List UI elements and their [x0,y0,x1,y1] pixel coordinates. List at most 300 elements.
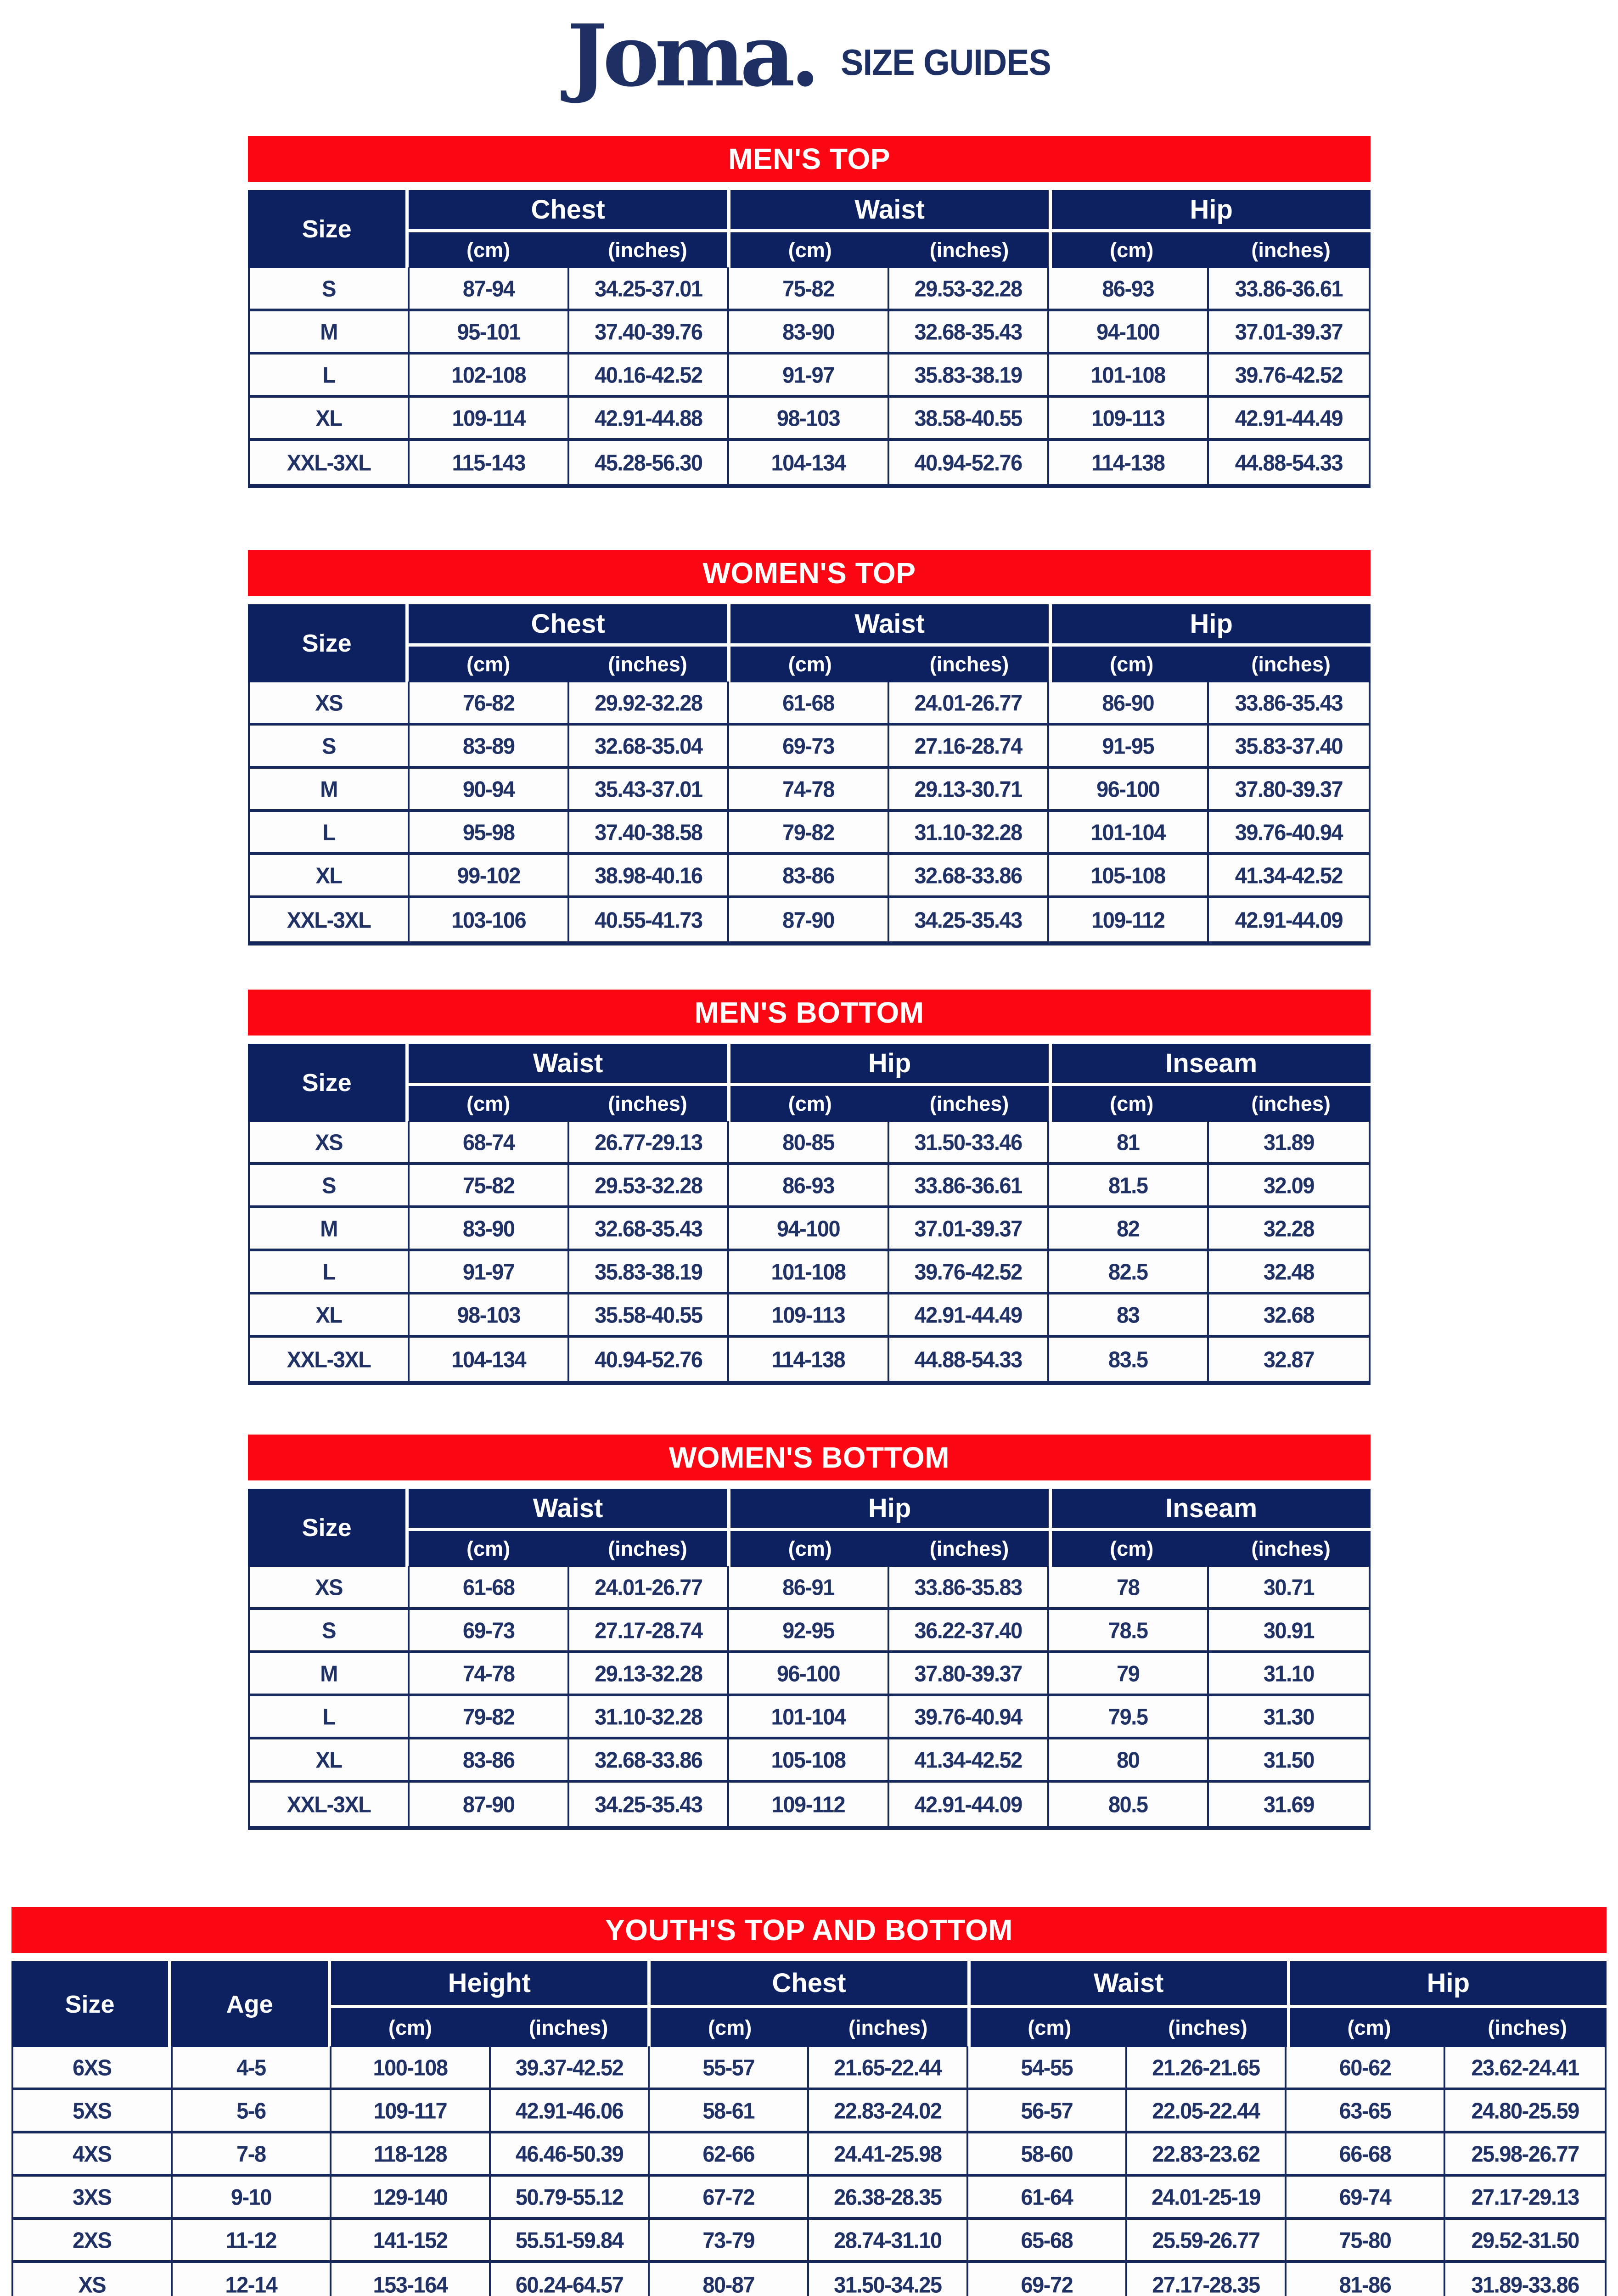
value-cell: 90-94 [410,768,569,810]
value-cell: 31.30 [1263,1704,1314,1729]
value-cell: 103-106 [410,897,569,942]
value-cell: 29.92-32.28 [569,681,729,724]
value-cell: 83-90 [410,1207,569,1249]
value-cell: 109-112 [1049,897,1209,942]
unit-cm-label: (cm) [1110,1537,1154,1560]
value-cell: 30.91 [1263,1617,1314,1643]
unit-subheader [409,1086,727,1122]
value-cell: 78 [1049,1566,1209,1608]
value-cell: 32.68 [1263,1302,1314,1328]
table-row [250,812,1369,855]
table-row [13,2133,1605,2177]
measure-group-header: Waist [730,604,1049,643]
value-cell: 94-100 [729,1207,889,1249]
measure-group-header: Waist [730,190,1049,229]
unit-subheader [1052,232,1371,268]
size-cell: XS [250,1566,410,1608]
size-cell: L [250,354,410,396]
value-cell: 31.10 [1263,1660,1314,1686]
value-cell: 141-152 [331,2219,491,2261]
value-cell: 80-87 [650,2262,809,2296]
table-row [250,682,1369,726]
value-cell: 24.01-26.77 [569,1566,729,1608]
page-title: SIZE GUIDES [841,41,1051,83]
value-cell: 74-78 [729,768,889,810]
value-cell: 115-143 [410,440,569,485]
value-cell: 76-82 [410,681,569,724]
size-cell: 5XS [13,2089,173,2132]
table-header [248,1044,1371,1122]
table-row [250,1338,1369,1381]
value-cell: 31.10-32.28 [889,811,1049,853]
table-row [250,898,1369,941]
value-cell: 34.25-35.43 [569,1782,729,1827]
table-body [248,1122,1371,1385]
value-cell: 40.94-52.76 [569,1337,729,1382]
value-cell: 91-95 [1049,725,1209,767]
value-cell: 41.34-42.52 [889,1739,1049,1781]
unit-subheader [1052,1531,1371,1567]
value-cell: 41.34-42.52 [1235,862,1343,888]
unit-inches-label: (inches) [929,1537,1009,1560]
unit-subheader [730,1086,1049,1122]
size-cell: XXL-3XL [250,897,410,942]
value-cell: 33.86-36.61 [889,1164,1049,1206]
value-cell: 79-82 [410,1695,569,1738]
value-cell: 60-62 [1287,2046,1446,2088]
size-column-header: Size [248,190,405,268]
unit-inches-label: (inches) [1168,2015,1247,2039]
value-cell: 92-95 [729,1609,889,1651]
value-cell: 21.26-21.65 [1127,2046,1287,2088]
value-cell: 35.83-37.40 [1235,733,1343,759]
value-cell: 83 [1049,1294,1209,1336]
size-cell: 4XS [13,2133,173,2175]
value-cell: 54-55 [968,2046,1128,2088]
unit-subheader [730,1531,1049,1567]
size-cell: M [250,768,410,810]
value-cell: 109-113 [729,1294,889,1336]
table-title: WOMEN'S TOP [248,550,1371,596]
value-cell: 29.13-32.28 [569,1652,729,1694]
unit-inches-label: (inches) [608,1092,687,1115]
table-row [250,1208,1369,1251]
value-cell: 42.91-44.88 [569,397,729,439]
size-column-header: Size [248,1489,405,1567]
age-cell: 4-5 [173,2046,332,2088]
value-cell: 87-94 [410,267,569,310]
age-cell: 7-8 [173,2133,332,2175]
value-cell: 25.98-26.77 [1471,2141,1579,2167]
unit-subheader [971,2008,1287,2047]
measure-group-header: Height [331,1961,647,2005]
value-cell: 32.68-33.86 [889,854,1049,896]
value-cell: 32.68-33.86 [569,1739,729,1781]
value-cell: 40.94-52.76 [889,440,1049,485]
unit-cm-label: (cm) [708,2015,752,2039]
unit-subheader [409,232,727,268]
table-mens-top [248,136,1371,488]
table-header [248,1489,1371,1567]
value-cell: 58-60 [968,2133,1128,2175]
value-cell: 81 [1049,1121,1209,1163]
size-cell: S [250,1164,410,1206]
measure-group-header: Waist [409,1044,727,1083]
measure-group-header: Chest [651,1961,967,2005]
value-cell: 31.89 [1263,1129,1314,1155]
unit-inches-label: (inches) [608,1537,687,1560]
value-cell: 86-90 [1049,681,1209,724]
value-cell: 67-72 [650,2176,809,2218]
value-cell: 37.40-39.76 [569,310,729,353]
table-womens-top [248,550,1371,945]
joma-logo: Joma. [567,5,816,106]
value-cell: 82.5 [1049,1250,1209,1293]
value-cell: 42.91-44.49 [889,1294,1049,1336]
unit-cm-label: (cm) [388,2015,432,2039]
unit-inches-label: (inches) [929,1092,1009,1115]
value-cell: 109-117 [331,2089,491,2132]
value-cell: 60.24-64.57 [491,2262,650,2296]
value-cell: 69-73 [410,1609,569,1651]
table-title: WOMEN'S BOTTOM [248,1435,1371,1480]
unit-subheader [1052,647,1371,682]
value-cell: 45.28-56.30 [569,440,729,485]
value-cell: 22.83-24.02 [809,2089,968,2132]
value-cell: 109-114 [410,397,569,439]
value-cell: 44.88-54.33 [889,1337,1049,1382]
value-cell: 86-91 [729,1566,889,1608]
value-cell: 118-128 [331,2133,491,2175]
value-cell: 33.86-35.83 [889,1566,1049,1608]
size-cell: S [250,267,410,310]
value-cell: 91-97 [410,1250,569,1293]
value-cell: 61-68 [410,1566,569,1608]
table-row [250,1251,1369,1294]
value-cell: 22.83-23.62 [1127,2133,1287,2175]
measure-group-header: Hip [730,1489,1049,1528]
size-cell: M [250,310,410,353]
table-row [250,311,1369,355]
value-cell: 31.69 [1263,1791,1314,1817]
value-cell: 37.80-39.37 [1235,776,1343,802]
value-cell: 31.89-33.86 [1471,2272,1579,2296]
value-cell: 114-138 [1049,440,1209,485]
value-cell: 96-100 [1049,768,1209,810]
unit-cm-label: (cm) [466,653,511,676]
value-cell: 83-90 [729,310,889,353]
unit-cm-label: (cm) [466,1537,511,1560]
table-row [250,726,1369,769]
table-header [11,1961,1607,2047]
unit-subheader [1290,2008,1607,2047]
unit-inches-label: (inches) [1251,238,1331,262]
value-cell: 32.48 [1263,1259,1314,1284]
value-cell: 27.17-28.35 [1127,2262,1287,2296]
value-cell: 32.68-35.04 [569,725,729,767]
unit-subheader [730,647,1049,682]
table-row [250,1610,1369,1653]
value-cell: 37.01-39.37 [1235,319,1343,344]
value-cell: 39.76-40.94 [889,1695,1049,1738]
size-column-header: Size [248,1044,405,1122]
value-cell: 105-108 [729,1739,889,1781]
value-cell: 32.09 [1263,1172,1314,1198]
size-cell: S [250,1609,410,1651]
age-column-header: Age [171,1961,328,2047]
value-cell: 91-97 [729,354,889,396]
measure-group-header: Chest [409,190,727,229]
value-cell: 56-57 [968,2089,1128,2132]
value-cell: 42.91-44.49 [1235,405,1343,431]
size-cell: XL [250,397,410,439]
table-row [250,1696,1369,1739]
value-cell: 75-82 [729,267,889,310]
size-cell: XL [250,1294,410,1336]
unit-subheader [1052,1086,1371,1122]
table-row [13,2177,1605,2220]
value-cell: 105-108 [1049,854,1209,896]
age-cell: 5-6 [173,2089,332,2132]
value-cell: 55.51-59.84 [491,2219,650,2261]
value-cell: 39.76-42.52 [889,1250,1049,1293]
value-cell: 104-134 [729,440,889,485]
value-cell: 32.28 [1263,1216,1314,1241]
value-cell: 22.05-22.44 [1127,2089,1287,2132]
table-header [248,190,1371,268]
value-cell: 80.5 [1049,1782,1209,1827]
value-cell: 73-79 [650,2219,809,2261]
value-cell: 24.01-25-19 [1127,2176,1287,2218]
value-cell: 27.17-29.13 [1471,2184,1579,2210]
table-row [250,1739,1369,1783]
size-cell: M [250,1652,410,1694]
unit-subheader [730,232,1049,268]
value-cell: 35.83-38.19 [569,1250,729,1293]
value-cell: 69-74 [1287,2176,1446,2218]
value-cell: 68-74 [410,1121,569,1163]
measure-group-header: Inseam [1052,1044,1371,1083]
value-cell: 31.50-34.25 [809,2262,968,2296]
age-cell: 9-10 [173,2176,332,2218]
table-youth-top-and-bottom [11,1907,1607,2296]
table-header [248,604,1371,682]
value-cell: 100-108 [331,2046,491,2088]
value-cell: 99-102 [410,854,569,896]
unit-cm-label: (cm) [1110,653,1154,676]
unit-cm-label: (cm) [1028,2015,1072,2039]
unit-inches-label: (inches) [929,238,1009,262]
value-cell: 61-68 [729,681,889,724]
unit-inches-label: (inches) [608,238,687,262]
table-title: MEN'S BOTTOM [248,990,1371,1035]
size-cell: 2XS [13,2219,173,2261]
size-cell: XS [250,1121,410,1163]
value-cell: 83-86 [729,854,889,896]
value-cell: 40.16-42.52 [569,354,729,396]
value-cell: 74-78 [410,1652,569,1694]
measure-group-header: Hip [1290,1961,1607,2005]
table-row [250,1653,1369,1696]
value-cell: 39.37-42.52 [491,2046,650,2088]
value-cell: 27.17-28.74 [569,1609,729,1651]
age-cell: 12-14 [173,2262,332,2296]
value-cell: 39.76-40.94 [1235,819,1343,845]
table-title: MEN'S TOP [248,136,1371,182]
size-column-header: Size [248,604,405,682]
value-cell: 75-80 [1287,2219,1446,2261]
value-cell: 29.53-32.28 [569,1164,729,1206]
value-cell: 29.52-31.50 [1471,2227,1579,2253]
value-cell: 24.80-25.59 [1471,2098,1579,2123]
value-cell: 96-100 [729,1652,889,1694]
value-cell: 63-65 [1287,2089,1446,2132]
size-cell: M [250,1207,410,1249]
measure-group-header: Hip [1052,190,1371,229]
table-row [250,441,1369,484]
value-cell: 129-140 [331,2176,491,2218]
size-cell: 6XS [13,2046,173,2088]
value-cell: 36.22-37.40 [889,1609,1049,1651]
value-cell: 104-134 [410,1337,569,1382]
value-cell: 79.5 [1049,1695,1209,1738]
unit-inches-label: (inches) [848,2015,928,2039]
measure-group-header: Hip [730,1044,1049,1083]
value-cell: 58-61 [650,2089,809,2132]
size-cell: XXL-3XL [250,440,410,485]
unit-inches-label: (inches) [1251,1092,1331,1115]
value-cell: 98-103 [410,1294,569,1336]
unit-subheader [409,1531,727,1567]
value-cell: 34.25-35.43 [889,897,1049,942]
value-cell: 30.71 [1263,1574,1314,1600]
value-cell: 21.65-22.44 [809,2046,968,2088]
value-cell: 23.62-24.41 [1471,2054,1579,2080]
value-cell: 101-108 [729,1250,889,1293]
value-cell: 31.50-33.46 [889,1121,1049,1163]
table-row [250,855,1369,898]
value-cell: 65-68 [968,2219,1128,2261]
size-cell: XL [250,1739,410,1781]
value-cell: 27.16-28.74 [889,725,1049,767]
value-cell: 29.13-30.71 [889,768,1049,810]
value-cell: 24.41-25.98 [809,2133,968,2175]
value-cell: 83-89 [410,725,569,767]
table-row [250,1165,1369,1208]
value-cell: 79-82 [729,811,889,853]
value-cell: 87-90 [729,897,889,942]
value-cell: 75-82 [410,1164,569,1206]
value-cell: 83-86 [410,1739,569,1781]
table-body [248,682,1371,945]
size-cell: S [250,725,410,767]
measure-group-header: Waist [971,1961,1287,2005]
unit-inches-label: (inches) [608,653,687,676]
measure-group-header: Waist [409,1489,727,1528]
value-cell: 81.5 [1049,1164,1209,1206]
table-row [13,2090,1605,2133]
value-cell: 69-73 [729,725,889,767]
value-cell: 101-104 [1049,811,1209,853]
table-row [250,398,1369,441]
unit-cm-label: (cm) [788,1092,832,1115]
value-cell: 95-101 [410,310,569,353]
value-cell: 42.91-46.06 [491,2089,650,2132]
table-body [248,268,1371,488]
value-cell: 50.79-55.12 [491,2176,650,2218]
value-cell: 62-66 [650,2133,809,2175]
table-body [248,1567,1371,1830]
value-cell: 46.46-50.39 [491,2133,650,2175]
value-cell: 28.74-31.10 [809,2219,968,2261]
value-cell: 29.53-32.28 [889,267,1049,310]
table-title: YOUTH'S TOP AND BOTTOM [11,1907,1607,1953]
value-cell: 24.01-26.77 [889,681,1049,724]
value-cell: 26.77-29.13 [569,1121,729,1163]
table-row [250,1783,1369,1826]
value-cell: 102-108 [410,354,569,396]
unit-cm-label: (cm) [1110,238,1154,262]
table-row [250,1122,1369,1165]
value-cell: 35.58-40.55 [569,1294,729,1336]
value-cell: 80-85 [729,1121,889,1163]
value-cell: 37.01-39.37 [889,1207,1049,1249]
unit-cm-label: (cm) [788,238,832,262]
table-row [250,1294,1369,1338]
value-cell: 153-164 [331,2262,491,2296]
table-row [250,769,1369,812]
unit-inches-label: (inches) [1251,1537,1331,1560]
value-cell: 66-68 [1287,2133,1446,2175]
value-cell: 69-72 [968,2262,1128,2296]
value-cell: 94-100 [1049,310,1209,353]
value-cell: 35.83-38.19 [889,354,1049,396]
value-cell: 42.91-44.09 [1235,907,1343,933]
table-row [13,2220,1605,2263]
table-row [13,2047,1605,2090]
value-cell: 26.38-28.35 [809,2176,968,2218]
size-cell: XL [250,854,410,896]
size-cell: L [250,1695,410,1738]
value-cell: 98-103 [729,397,889,439]
value-cell: 86-93 [1049,267,1209,310]
value-cell: 101-108 [1049,354,1209,396]
value-cell: 31.50 [1263,1747,1314,1773]
unit-inches-label: (inches) [1488,2015,1567,2039]
size-cell: XS [13,2262,173,2296]
size-cell: XXL-3XL [250,1337,410,1382]
unit-cm-label: (cm) [788,1537,832,1560]
measure-group-header: Inseam [1052,1489,1371,1528]
measure-group-header: Chest [409,604,727,643]
value-cell: 55-57 [650,2046,809,2088]
value-cell: 80 [1049,1739,1209,1781]
table-row [250,268,1369,311]
value-cell: 42.91-44.09 [889,1782,1049,1827]
table-row [250,355,1369,398]
value-cell: 38.58-40.55 [889,397,1049,439]
value-cell: 44.88-54.33 [1235,450,1343,475]
unit-inches-label: (inches) [929,653,1009,676]
value-cell: 109-112 [729,1782,889,1827]
unit-inches-label: (inches) [528,2015,608,2039]
size-cell: L [250,811,410,853]
value-cell: 40.55-41.73 [569,897,729,942]
unit-subheader [409,647,727,682]
table-row [13,2263,1605,2296]
value-cell: 87-90 [410,1782,569,1827]
value-cell: 101-104 [729,1695,889,1738]
